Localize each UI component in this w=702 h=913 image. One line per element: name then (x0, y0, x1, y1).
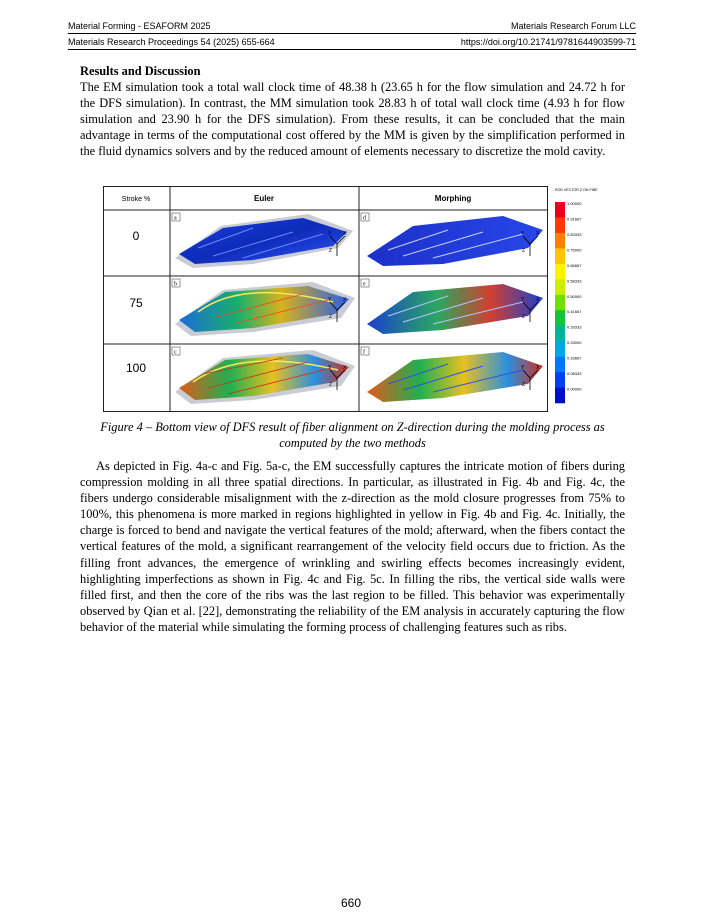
legend-value: 0.00000 (567, 386, 582, 392)
legend-swatch (555, 233, 565, 249)
axis-label-y: Y (328, 365, 332, 371)
legend-swatch (555, 248, 565, 264)
legend-swatch (555, 202, 565, 218)
axis-label-z: Z (329, 248, 333, 254)
axis-label-y: Y (521, 365, 525, 371)
legend-swatch (555, 388, 565, 404)
legend-value: 0.33333 (567, 324, 582, 330)
axis-label-y: Y (521, 231, 525, 237)
panel-b-euler-75 (172, 279, 355, 336)
stroke-value-75: 75 (129, 296, 143, 310)
section-title: Results and Discussion (80, 64, 201, 78)
axis-label-y: Y (328, 231, 332, 237)
conference-name: Material Forming - ESAFORM 2025 (68, 21, 211, 31)
legend-title: ROD VECTOR Z ON FIBE (555, 188, 598, 192)
legend-value: 0.16667 (567, 355, 582, 361)
axis-label-z: Z (522, 314, 526, 320)
doi-link[interactable]: https://doi.org/10.21741/9781644903599-71 (460, 37, 636, 47)
legend-value: 0.75000 (567, 247, 582, 253)
panel-label-f: f (363, 349, 365, 356)
stroke-value-0: 0 (132, 229, 140, 243)
panel-label-d: d (363, 215, 366, 222)
panel-label-e: e (363, 281, 366, 288)
legend-swatch (555, 326, 565, 342)
axis-label-x: X (536, 365, 540, 371)
legend-value: 0.91667 (567, 216, 582, 222)
figure-caption: Figure 4 – Bottom view of DFS result of fiber alignment on Z-direction during the molding process as computed by the two methods (100, 420, 605, 450)
axis-label-x: X (536, 231, 540, 237)
paragraph-results: The EM simulation took a total wall clock time of 48.38 h (23.65 h for the flow simulation and 24.72 h for the DFS simulation). In contrast, the MM simulation took 28.83 h of total wall clock time (4.93 h for flow simulation and 23.90 h for the DFS simulation). From these results, it can be concluded that the main advantage in terms of the computational cost offered by the MM is given by the simplification performed in the fluid dynamics solvers and by the reduced amount of elements necessary to discretize the mold cavity. (80, 80, 625, 159)
page-number: 660 (340, 896, 362, 910)
legend-swatch (555, 357, 565, 373)
col-header-euler: Euler (253, 194, 275, 203)
legend-swatch (555, 295, 565, 311)
panel-a-euler-0 (172, 213, 353, 268)
panel-e-morphing-75 (361, 279, 543, 334)
col-header-morphing: Morphing (434, 194, 472, 203)
axis-label-z: Z (329, 314, 333, 320)
panel-f-morphing-100 (361, 347, 543, 402)
legend-value: 0.66667 (567, 262, 582, 268)
panel-label-c: c (174, 349, 177, 356)
legend-swatch (555, 372, 565, 388)
axis-label-y: Y (328, 297, 332, 303)
axis-label-z: Z (522, 248, 526, 254)
legend-value: 0.58333 (567, 278, 582, 284)
running-header-bottom (68, 37, 636, 50)
panel-c-euler-100 (172, 347, 355, 404)
publisher-name: Materials Research Forum LLC (510, 21, 636, 31)
legend-value: 0.08333 (567, 371, 582, 377)
legend-value: 0.41667 (567, 309, 582, 315)
axis-label-x: X (343, 365, 347, 371)
legend-value: 0.25000 (567, 340, 582, 346)
legend-value: 0.83333 (567, 231, 582, 237)
col-header-stroke: Stroke % (121, 196, 151, 203)
legend-swatch (555, 217, 565, 233)
figure-4 (103, 186, 616, 412)
legend-swatch (555, 310, 565, 326)
legend-swatch (555, 341, 565, 357)
color-legend (555, 201, 582, 403)
panel-label-b: b (174, 281, 177, 288)
axis-label-x: X (343, 297, 347, 303)
axis-label-y: Y (521, 297, 525, 303)
legend-swatch (555, 264, 565, 280)
panel-label-a: a (174, 215, 177, 222)
axis-label-x: X (343, 231, 347, 237)
paragraph-discussion: As depicted in Fig. 4a-c and Fig. 5a-c, the EM successfully captures the intricate motion of fibers during compression molding in all three spatial directions. In particular, as illustrated in Fig. 4b and Fig. 4c, the fibers undergo considerable misalignment with the z-direction as the mold closure progresses from 75% to 100%, this phenomena is more marked in regions highlighted in yellow in Fig. 4b and Fig. 4c. Initially, the charge is forced to bend and navigate the vertical features of the mold; afterward, when the fibers contact the vertical features of the mold, a significant rearrangement of the velocity field occurs due to friction. As the filling front advances, the emergence of wrinkling and swirling effects becomes increasingly evident, highlighting imperfections as shown in Fig. 4c and Fig. 5c. In filling the ribs, the vertical side walls were filled first, and then the core of the ribs was the last region to be filled. This behavior was experimentally observed by Qian et al. [22], demonstrating the reliability of the EM analysis in accurately capturing the flow behavior of the material while simulating the forming process of challenging features such as ribs. (80, 459, 625, 634)
proceedings-citation: Materials Research Proceedings 54 (2025) 655-664 (68, 37, 275, 47)
axis-label-z: Z (329, 382, 333, 388)
legend-value: 0.50000 (567, 293, 582, 299)
axis-label-z: Z (522, 382, 526, 388)
stroke-value-100: 100 (125, 361, 147, 375)
panel-d-morphing-0 (361, 213, 543, 266)
legend-value: 1.00000 (567, 201, 582, 206)
axis-label-x: X (536, 297, 540, 303)
legend-swatch (555, 279, 565, 295)
running-header-top (68, 21, 636, 34)
